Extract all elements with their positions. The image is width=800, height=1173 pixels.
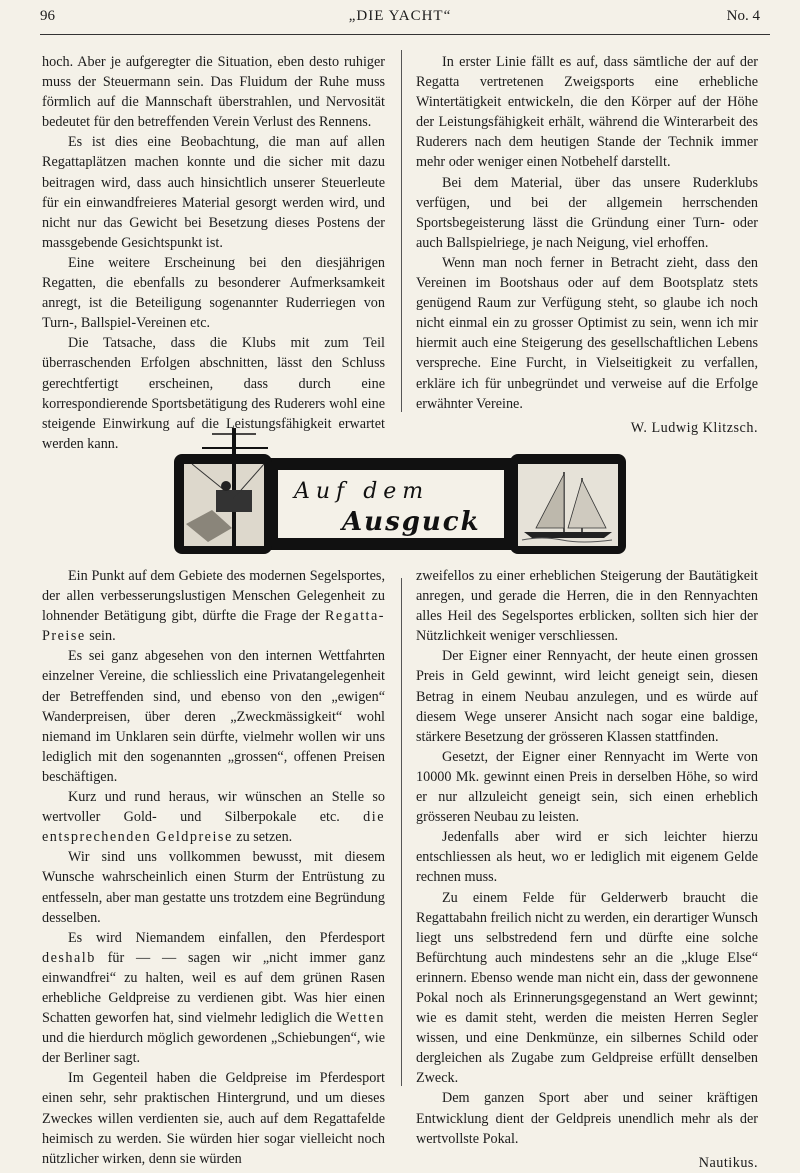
paragraph: Wir sind uns vollkommen bewusst, mit diesem Wunsche wahrscheinlich einen Sturm der Entrüstung zu entfesseln, aber man gestatte uns trotzdem eine Begründung desselben.: [42, 849, 385, 926]
article1-right-column: [416, 52, 758, 438]
paragraph: Jedenfalls aber wird er sich leichter hierzu entschliessen als heut, wo er lediglich mit eigenem Gelde rechnen muss.: [416, 829, 758, 886]
issue-number: No. 4: [726, 8, 760, 24]
article1-left-column: [42, 52, 385, 454]
banner-line2: Ausguck: [342, 507, 481, 537]
paragraph: In erster Linie fällt es auf, dass sämtliche der auf der Regatta vertretenen Zweigsports eine erhebliche Wintertätigkeit entwickeln, die den Körper auf der Höhe der Leistungsfähigkeit erhält, während die Winterarbeit des Ruderers nach dem heutigen Stande der Technik immer mehr oder weniger einen Notbehelf darstellt.: [416, 54, 758, 171]
banner-line1: Auf dem: [294, 479, 430, 504]
paragraph: Bei dem Material, über das unsere Ruderklubs verfügen, und bei der allgemein herrschenden Sportsbegeisterung lässt die Gründung einer Turn- oder auch Ballspielriege, je nach Neigung, viel erhoffen.: [416, 174, 758, 251]
paragraph: Im Gegenteil haben die Geldpreise im Pferdesport einen sehr, sehr praktischen Hintergrund, und um dieses Zweckes willen verdienten sie, auch auf dem Regattafelde heimisch zu werden. Sie würden hier sogar vielleicht noch nützlicher wirken, denn sie würden: [42, 1070, 385, 1167]
column-divider-bottom: [401, 578, 402, 1086]
paragraph: Der Eigner einer Rennyacht, der heute einen grossen Preis in Geld gewinnt, wird leicht geneigt sein, diesen Betrag in einem Neubau anzulegen, und es würde auf diesem Wege unserer Ansicht nach sogar eine baldige, stärkere Besetzung der grösseren Klassen stattfinden.: [416, 648, 758, 745]
paragraph: Ein Punkt auf dem Gebiete des modernen Segelsportes, der allen verbesserungslustigen Menschen Gelegenheit zu lohnender Betätigung gibt, dürfte die Frage der Regatta-Preise sein.: [42, 568, 385, 645]
paragraph: Dem ganzen Sport aber und seiner kräftigen Entwicklung dient der Geldpreis unendlich mehr als der wertvollste Pokal.: [416, 1090, 758, 1147]
author-signature: W. Ludwig Klitzsch.: [630, 419, 758, 436]
paragraph: hoch. Aber je aufgeregter die Situation, eben desto ruhiger muss der Steuermann sein. Das Fluidum der Ruhe muss förmlich auf die Mannschaft überstrahlen, und Nervosität bedeutet für den betreffenden Verein Verlust des Rennens.: [42, 54, 385, 131]
paragraph: Die Tatsache, dass die Klubs mit zum Teil überraschenden Erfolgen abschnitten, lässt den Schluss gerechtfertigt erscheinen, dass durch eine korrespondierende Sportsbetätigung des Ruderers wohl eine steigende Einwirkung auf die Leistungsfähigkeit erwartet werden kann.: [42, 335, 385, 452]
paragraph: Kurz und rund heraus, wir wünschen an Stelle so wertvoller Gold- und Silberpokale etc. die entsprechenden Geldpreise zu setzen.: [42, 789, 385, 846]
paragraph: Zu einem Felde für Gelderwerb braucht die Regattabahn freilich nicht zu werden, ein derartiger Wunsch liegt uns selbstredend fern und dürfte eine solche Befürchtung auch mindestens sehr an die „kluge Else“ erinnern. Ebenso wende man nicht ein, dass der gewonnene Pokal noch als Erinnerungsgegenstand an Wert gewinnt; wie es damit steht, werden die meisten Herren Segler wissen, und eine Denkmünze, ein silbernes Schild oder dergleichen als Zugabe zum Geldpreise erfüllt denselben Zweck.: [416, 889, 758, 1087]
sailboat-illustration: [518, 464, 618, 546]
paragraph: Wenn man noch ferner in Betracht zieht, dass den Vereinen im Bootshaus oder auf dem Bootsplatz stets genügend Raum zur Verfügung steht, so glaube ich noch nicht einmal ein zu grosser Optimist zu sein, wenn ich mir hiermit auch eine Steigerung des gesellschaftlichen Lebens verspreche. Eine Furcht, in Vielseitigkeit zu verfallen, erkläre ich für unbegründet und verweise auf die Erfolge erwähnter Vereine.: [416, 254, 758, 412]
page-number: 96: [40, 8, 55, 24]
page-header: [40, 8, 760, 30]
author-signature: Nautikus.: [698, 1154, 758, 1171]
paragraph: Gesetzt, der Eigner einer Rennyacht im Werte von 10000 Mk. gewinnt einen Preis in derselben Höhe, so wird er nur allzuleicht geneigt sein, sich einen erheblich grösseren Neubau zu leisten.: [416, 748, 758, 826]
paragraph: Eine weitere Erscheinung bei den diesjährigen Regatten, die ebenfalls zu besonderer Aufmerksamkeit anregt, ist die Beteiligung sogenannter Ruderriegen von Turn-, Ballspiel-Vereinen etc.: [42, 254, 385, 332]
paragraph: Es ist dies eine Beobachtung, die man auf allen Regattaplätzen machen konnte und die sicher mit dazu beitragen wird, dass auch hinsichtlich unserer Steuerleute für ein einwandfreieres Material gesorgt werden wird, und nicht nur das Gewicht bei Besetzung dieses Postens der massgebende Gesichtspunkt ist.: [42, 134, 385, 251]
auf-dem-ausguck-banner: [172, 428, 628, 576]
journal-title: „DIE YACHT“: [348, 8, 452, 24]
article2-left-column: [42, 566, 385, 1169]
paragraph: zweifellos zu einer erheblichen Steigerung der Bautätigkeit anregen, und gerade die Herren, die in den Rennyachten alles Heil des Segelsportes erblicken, sollten sich hier der Nützlichkeit weniger verschliessen.: [416, 568, 758, 645]
crows-nest-illustration: [184, 428, 268, 546]
column-divider-top: [401, 50, 402, 412]
header-rule: [40, 34, 770, 35]
paragraph: Es wird Niemandem einfallen, den Pferdesport deshalb für — — sagen wir „nicht immer ganz einwandfrei“ zu halten, weil es auf dem grünen Rasen erhebliche Geldpreise zu verdienen gibt. Was hier einen Schatten geworfen hat, sind vielmehr lediglich die Wetten und die hierdurch möglich gewordenen „Schiebungen“, wie der Berliner sagt.: [42, 929, 385, 1067]
paragraph: Es sei ganz abgesehen von den internen Wettfahrten einzelner Vereine, die schliesslich eine Privatangelegenheit der Betreffenden sind, und ebenso von den „ewigen“ Wanderpreisen, über deren „Zweckmässigkeit“ wohl niemand im Unklaren sein dürfte, vielmehr wollen wir uns lediglich mit den sogenannten „grossen“, offenen Preisen beschäftigen.: [42, 648, 385, 785]
article2-right-column: [416, 566, 758, 1173]
